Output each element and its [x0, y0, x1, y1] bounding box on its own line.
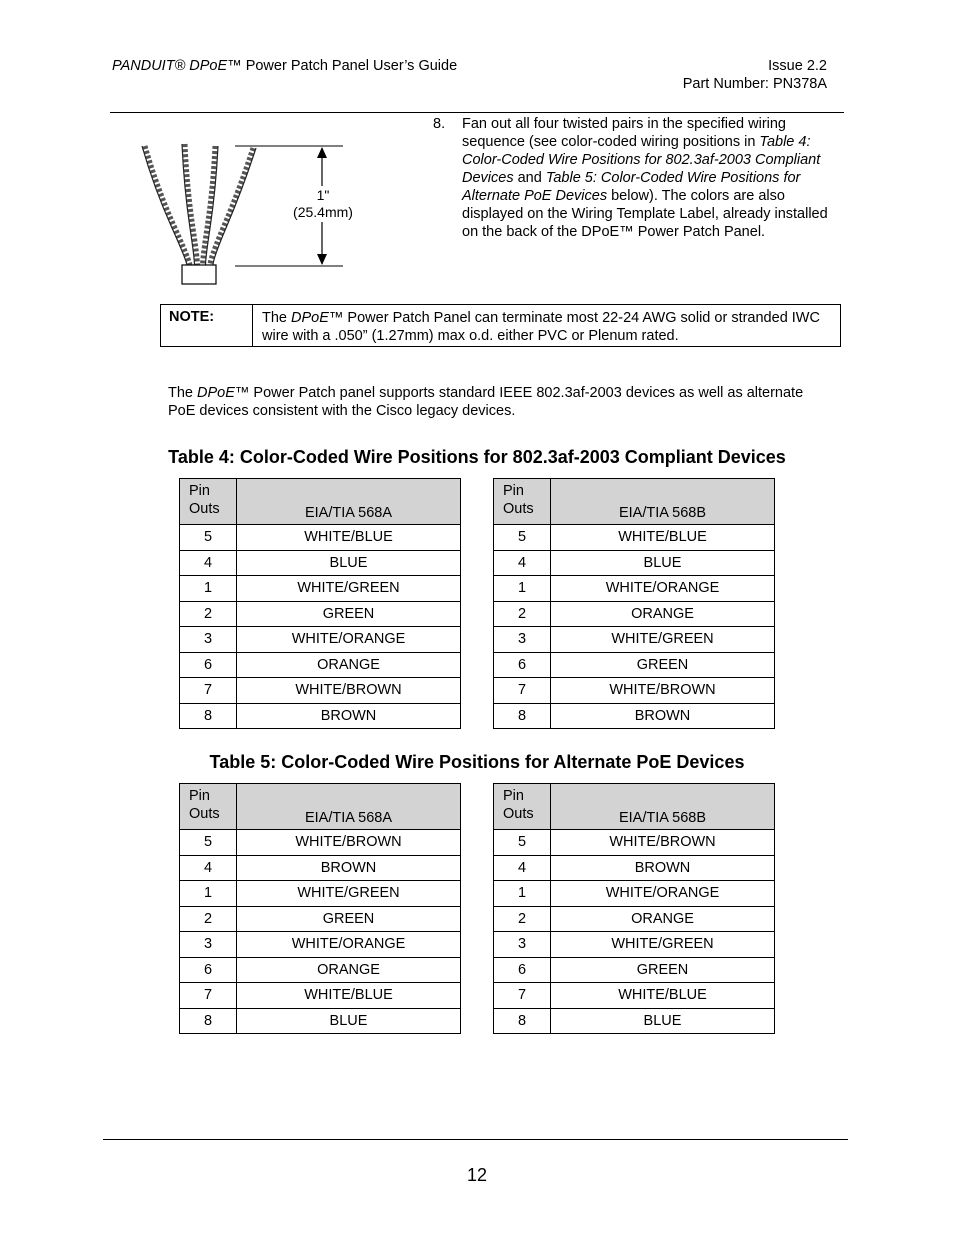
pin-cell: 2 — [494, 906, 551, 932]
note-box — [160, 304, 841, 347]
table-row — [180, 881, 461, 907]
table-header-row — [494, 479, 775, 525]
note-text-1: The — [262, 310, 292, 326]
wire-color-cell: BROWN — [551, 855, 775, 881]
pin-cell: 1 — [494, 881, 551, 907]
standard-header: EIA/TIA 568A — [237, 784, 461, 830]
pin-cell: 4 — [180, 550, 237, 576]
page-number: 12 — [466, 1165, 488, 1185]
note-text-2: ™ Power Patch Panel can terminate most 22-24 AWG solid or stranded IWC wire with a .050” (1.27mm) max o.d. either PVC or Plenum rated. — [262, 310, 820, 344]
table-row — [494, 652, 775, 678]
table-row — [180, 601, 461, 627]
table-row — [180, 652, 461, 678]
step-text-2: and — [513, 170, 546, 186]
table-row — [494, 678, 775, 704]
pin-cell: 5 — [494, 830, 551, 856]
table-5-568a — [179, 783, 461, 1034]
pin-header-line-1: Pin — [503, 483, 524, 499]
footer-rule — [103, 1139, 848, 1140]
pin-cell: 5 — [494, 525, 551, 551]
table-row — [494, 932, 775, 958]
pin-cell: 6 — [494, 652, 551, 678]
table-row — [180, 830, 461, 856]
pin-cell: 7 — [494, 983, 551, 1009]
table-row — [180, 957, 461, 983]
table-header-row — [180, 784, 461, 830]
wire-color-cell: BROWN — [551, 703, 775, 729]
pin-cell: 6 — [494, 957, 551, 983]
wire-color-cell: BLUE — [237, 550, 461, 576]
step-text-1: Fan out all four twisted pairs in the specified wiring sequence (see color-coded wiring positions in — [462, 116, 786, 150]
table-5-caption: Table 5: Color-Coded Wire Positions for Alternate PoE Devices — [209, 752, 745, 772]
pin-cell: 2 — [494, 601, 551, 627]
wire-color-cell: BROWN — [237, 703, 461, 729]
arrow-down-icon — [317, 254, 327, 265]
twisted-pair-wires — [142, 144, 256, 268]
wire-color-cell: WHITE/ORANGE — [551, 881, 775, 907]
pin-header-line-2: Outs — [189, 501, 220, 517]
pin-cell: 8 — [180, 703, 237, 729]
table-4-568b — [493, 478, 775, 729]
pin-cell: 4 — [494, 550, 551, 576]
table-4-568a — [179, 478, 461, 729]
table-row — [180, 906, 461, 932]
table-row — [494, 525, 775, 551]
step-text-3: below). The colors are also displayed on the Wiring Template Label, already installed on the back of the DPoE™ Power Patch Panel. — [462, 188, 828, 240]
table-row — [494, 627, 775, 653]
table-header-row — [180, 479, 461, 525]
part-number-label: Part Number: PN378A — [682, 76, 827, 92]
pin-cell: 4 — [180, 855, 237, 881]
table-row — [180, 550, 461, 576]
table-row — [180, 576, 461, 602]
table-row — [494, 830, 775, 856]
pin-cell: 7 — [180, 983, 237, 1009]
standard-header: EIA/TIA 568B — [551, 479, 775, 525]
pin-header-line-1: Pin — [189, 483, 210, 499]
wire-color-cell: WHITE/ORANGE — [237, 932, 461, 958]
arrow-up-icon — [317, 147, 327, 158]
wire-color-cell: BLUE — [237, 1008, 461, 1034]
note-label: NOTE: — [161, 305, 253, 346]
pin-cell: 7 — [180, 678, 237, 704]
wire-color-cell: WHITE/GREEN — [551, 932, 775, 958]
table-row — [180, 983, 461, 1009]
standard-header: EIA/TIA 568A — [237, 479, 461, 525]
pin-cell: 4 — [494, 855, 551, 881]
pin-cell: 2 — [180, 906, 237, 932]
note-product: DPoE — [291, 310, 329, 326]
wire-color-cell: WHITE/BROWN — [237, 830, 461, 856]
wire-color-cell: WHITE/ORANGE — [237, 627, 461, 653]
pin-cell: 2 — [180, 601, 237, 627]
table-row — [180, 1008, 461, 1034]
header-issue — [683, 57, 827, 93]
pin-cell: 7 — [494, 678, 551, 704]
wire-color-cell: ORANGE — [551, 906, 775, 932]
header-brand: PANDUIT® DPoE™ — [112, 58, 242, 74]
wire-pair-4-edge — [213, 148, 256, 268]
pin-cell: 1 — [494, 576, 551, 602]
pin-cell: 5 — [180, 830, 237, 856]
table-row — [494, 983, 775, 1009]
table-row — [494, 957, 775, 983]
pin-cell: 6 — [180, 957, 237, 983]
wire-color-cell: WHITE/GREEN — [237, 576, 461, 602]
wire-color-cell: WHITE/BLUE — [237, 525, 461, 551]
dimension-inch: 1" — [316, 187, 330, 203]
table-row — [494, 906, 775, 932]
pin-cell: 8 — [494, 703, 551, 729]
wire-color-cell: ORANGE — [551, 601, 775, 627]
wire-color-cell: WHITE/GREEN — [551, 627, 775, 653]
cable-jacket — [182, 265, 216, 284]
wire-color-cell: ORANGE — [237, 957, 461, 983]
pin-outs-header — [180, 479, 237, 525]
table-row — [494, 601, 775, 627]
pin-cell: 3 — [494, 932, 551, 958]
pin-header-line-2: Outs — [503, 501, 534, 517]
intro-text-2: ™ Power Patch panel supports standard IEEE 802.3af-2003 devices as well as alternate PoE devices consistent with the Cisco legacy devices. — [168, 385, 804, 419]
wire-color-cell: WHITE/BLUE — [551, 983, 775, 1009]
table-row — [180, 932, 461, 958]
wire-color-cell: WHITE/BROWN — [551, 830, 775, 856]
table-row — [180, 627, 461, 653]
table-row — [494, 576, 775, 602]
header-guide-title: Power Patch Panel User’s Guide — [241, 58, 458, 74]
standard-header: EIA/TIA 568B — [551, 784, 775, 830]
issue-label: Issue 2.2 — [768, 58, 827, 74]
pin-header-line-1: Pin — [189, 788, 210, 804]
wire-color-cell: WHITE/ORANGE — [551, 576, 775, 602]
pin-outs-header — [494, 479, 551, 525]
wire-color-cell: GREEN — [237, 906, 461, 932]
table-4-reference: Table 4: Color-Coded Wire Positions for 802.3af-2003 Compliant Devices — [462, 134, 821, 186]
step-number: 8. — [433, 116, 446, 132]
note-text — [262, 309, 837, 345]
header-title — [112, 57, 457, 75]
dimension-label — [287, 187, 359, 221]
step-8-text — [462, 115, 842, 241]
wire-color-cell: GREEN — [551, 957, 775, 983]
wire-color-cell: BLUE — [551, 550, 775, 576]
wire-color-cell: WHITE/BLUE — [237, 983, 461, 1009]
pin-outs-header — [494, 784, 551, 830]
table-row — [180, 525, 461, 551]
pin-cell: 1 — [180, 881, 237, 907]
pin-header-line-1: Pin — [503, 788, 524, 804]
pin-cell: 3 — [180, 932, 237, 958]
table-row — [494, 1008, 775, 1034]
table-row — [494, 855, 775, 881]
pin-header-line-2: Outs — [503, 806, 534, 822]
intro-text-1: The — [168, 385, 198, 401]
wire-pair-1-edge — [142, 146, 187, 268]
table-5-568b — [493, 783, 775, 1034]
pin-cell: 3 — [180, 627, 237, 653]
wire-color-cell: GREEN — [551, 652, 775, 678]
wire-color-cell: WHITE/BLUE — [551, 525, 775, 551]
table-row — [180, 855, 461, 881]
table-row — [494, 550, 775, 576]
pin-cell: 5 — [180, 525, 237, 551]
intro-paragraph — [168, 384, 808, 420]
table-row — [180, 678, 461, 704]
table-5-reference: Table 5: Color-Coded Wire Positions for Alternate PoE Devices — [462, 170, 801, 204]
wire-color-cell: GREEN — [237, 601, 461, 627]
wire-color-cell: ORANGE — [237, 652, 461, 678]
wire-color-cell: WHITE/BROWN — [237, 678, 461, 704]
pin-outs-header — [180, 784, 237, 830]
wire-color-cell: BROWN — [237, 855, 461, 881]
wire-color-cell: BLUE — [551, 1008, 775, 1034]
table-row — [494, 881, 775, 907]
dimension-mm: (25.4mm) — [293, 204, 353, 220]
intro-product: DPoE — [197, 385, 235, 401]
pin-cell: 3 — [494, 627, 551, 653]
pin-cell: 1 — [180, 576, 237, 602]
header-rule — [110, 112, 844, 113]
pin-cell: 6 — [180, 652, 237, 678]
table-4-caption: Table 4: Color-Coded Wire Positions for 802.3af-2003 Compliant Devices — [168, 447, 786, 467]
pin-header-line-2: Outs — [189, 806, 220, 822]
wire-color-cell: WHITE/BROWN — [551, 678, 775, 704]
table-header-row — [494, 784, 775, 830]
wire-color-cell: WHITE/GREEN — [237, 881, 461, 907]
pin-cell: 8 — [494, 1008, 551, 1034]
pin-cell: 8 — [180, 1008, 237, 1034]
table-row — [180, 703, 461, 729]
table-row — [494, 703, 775, 729]
